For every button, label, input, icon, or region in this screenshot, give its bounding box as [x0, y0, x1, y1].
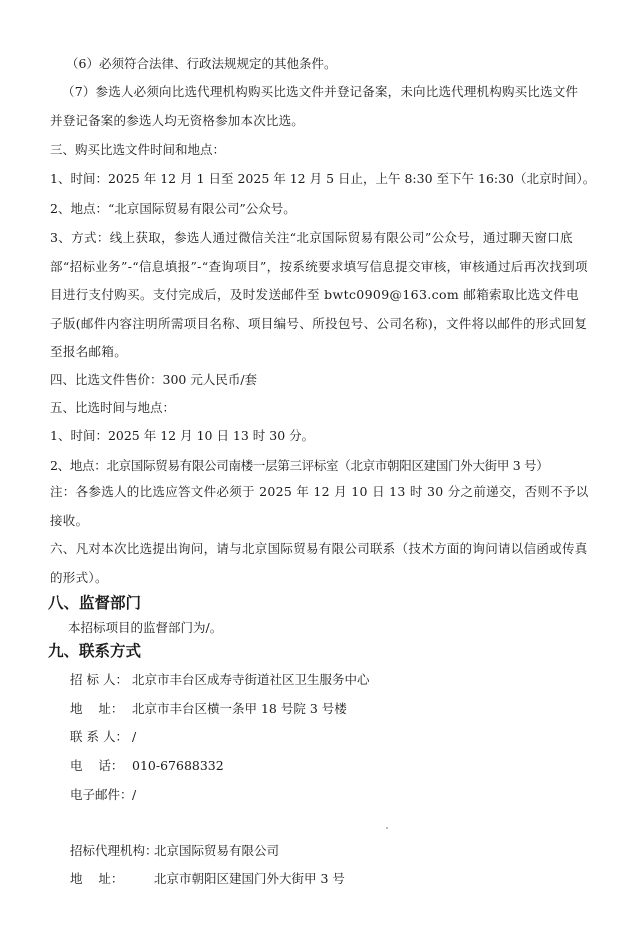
purchase-place: 2、地点：“北京国际贸易有限公司”公众号。	[50, 201, 296, 216]
agency-value: 北京国际贸易有限公司	[154, 843, 280, 858]
email-value: /	[132, 787, 137, 802]
condition-7: （7）参选人必须向比选代理机构购买比选文件并登记备案，未向比选代理机构购买比选文件并登记备案的参选人均无资格参加本次比选。	[50, 84, 579, 128]
supervision-text: 本招标项目的监督部门为/。	[68, 620, 223, 635]
phone-label: 电 话：	[70, 758, 124, 773]
inquiry-line: 六、凡对本次比选提出询问，请与北京国际贸易有限公司联系（技术方面的询问请以信函或传真的形式）。	[50, 541, 588, 585]
price-line: 四、比选文件售价：300 元人民币/套	[50, 372, 258, 387]
purchase-heading: 三、购买比选文件时间和地点：	[50, 142, 226, 157]
agency-address-label: 地 址：	[70, 871, 124, 886]
address-label: 地 址：	[70, 701, 124, 716]
selection-note: 注：各参选人的比选应答文件必须于 2025 年 12 月 10 日 13 时 30 分之前递交，否则不予以接收。	[50, 484, 589, 528]
address-value: 北京市丰台区横一条甲 18 号院 3 号楼	[132, 701, 347, 716]
selection-heading: 五、比选时间与地点：	[50, 400, 176, 415]
agency-label: 招标代理机构：	[70, 843, 158, 858]
agency-address-value: 北京市朝阳区建国门外大街甲 3 号	[154, 871, 345, 886]
contact-phone	[70, 758, 224, 774]
contact-agency	[70, 843, 279, 859]
selection-place: 2、地点：北京国际贸易有限公司南楼一层第三评标室（北京市朝阳区建国门外大街甲 3 号）	[50, 458, 549, 473]
scan-speck	[386, 827, 388, 829]
purchase-time: 1、时间：2025 年 12 月 1 日至 2025 年 12 月 5 日止，上午 8:30 至下午 16:30（北京时间）。	[50, 171, 596, 186]
supervision-heading: 八、监督部门	[48, 594, 142, 612]
contact-address	[70, 701, 347, 717]
tenderer-value: 北京市丰台区成寿寺街道社区卫生服务中心	[132, 672, 370, 687]
contact-heading: 九、联系方式	[48, 642, 142, 660]
purchase-method: 3、方式：线上获取，参选人通过微信关注“北京国际贸易有限公司”公众号，通过聊天窗口底部“招标业务”-“信息填报”-“查询项目”，按系统要求填写信息提交审核，审核通过后再次找到项目进行支付购买。支付完成后，及时发送邮件至 bwtc0909@163.com 邮箱索取比选文件电子版(邮件内容注明所需项目名称、项目编号、所投包号、公司名称)，文件将以邮件的形式回复至报名邮箱。	[50, 230, 588, 359]
person-label: 联 系 人：	[70, 729, 128, 744]
contact-tenderer	[70, 672, 370, 688]
person-value: /	[132, 729, 137, 744]
contact-agency-address	[70, 871, 345, 887]
contact-person	[70, 729, 136, 745]
contact-email	[70, 787, 136, 803]
selection-time: 1、时间：2025 年 12 月 10 日 13 时 30 分。	[50, 428, 315, 443]
tenderer-label: 招 标 人：	[70, 672, 128, 687]
email-label: 电子邮件：	[70, 787, 133, 802]
condition-6: （6）必须符合法律、行政法规规定的其他条件。	[66, 56, 337, 71]
phone-value: 010-67688332	[132, 758, 224, 773]
